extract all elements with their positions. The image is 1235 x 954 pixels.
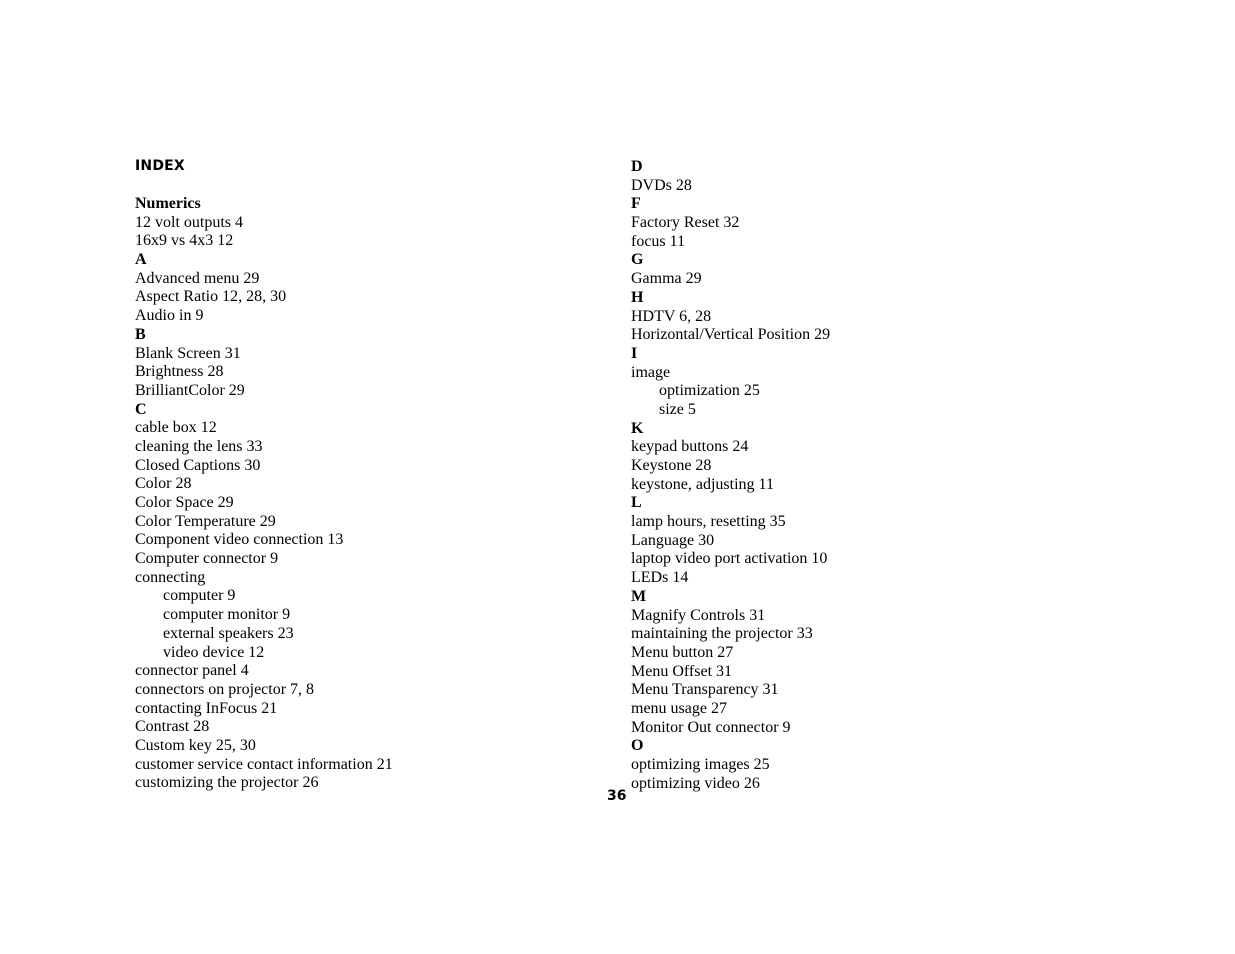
index-subentry: size 5 xyxy=(659,400,696,418)
index-letter-heading: O xyxy=(631,737,644,755)
index-entry: cleaning the lens 33 xyxy=(135,437,263,455)
index-entry: Language 30 xyxy=(631,531,715,549)
index-entry: image xyxy=(631,363,671,381)
index-entry: connector panel 4 xyxy=(135,662,249,680)
index-entry: Blank Screen 31 xyxy=(135,344,241,362)
index-entry: Keystone 28 xyxy=(631,457,712,474)
index-letter-heading: D xyxy=(631,158,643,175)
index-entry: contacting InFocus 21 xyxy=(135,699,278,717)
index-entry: Color Temperature 29 xyxy=(135,512,276,530)
index-entry: connectors on projector 7, 8 xyxy=(135,680,315,698)
index-entry: Color Space 29 xyxy=(135,494,234,511)
index-entry: Menu Offset 31 xyxy=(631,662,733,680)
index-letter-heading: F xyxy=(631,195,641,213)
index-letter-heading: Numerics xyxy=(135,195,201,212)
index-entry: DVDs 28 xyxy=(631,176,692,194)
index-entry: Brightness 28 xyxy=(135,363,224,381)
index-entry: Closed Captions 30 xyxy=(135,456,261,474)
page-number: 36 xyxy=(607,788,627,804)
index-letter-heading: L xyxy=(631,494,642,512)
index-entry: keystone, adjusting 11 xyxy=(631,475,774,493)
index-entry: Gamma 29 xyxy=(631,270,702,288)
index-subentry: computer monitor 9 xyxy=(163,606,291,624)
index-letter-heading: K xyxy=(631,419,644,437)
index-entry: laptop video port activation 10 xyxy=(631,550,828,568)
index-subentry: video device 12 xyxy=(163,643,265,661)
index-entry: customer service contact information 21 xyxy=(135,755,393,773)
index-letter-heading: C xyxy=(135,400,147,418)
index-entry: lamp hours, resetting 35 xyxy=(631,513,786,531)
index-entry: optimizing video 26 xyxy=(631,774,760,792)
index-entry: Computer connector 9 xyxy=(135,550,279,568)
index-letter-heading: A xyxy=(135,251,147,269)
index-subentry: external speakers 23 xyxy=(163,624,294,642)
index-entry: cable box 12 xyxy=(135,419,217,437)
index-subentry: computer 9 xyxy=(163,587,236,605)
index-entry: 12 volt outputs 4 xyxy=(135,213,244,231)
index-subentry: optimization 25 xyxy=(659,382,760,400)
page-title: INDEX xyxy=(135,158,185,174)
index-entry: Factory Reset 32 xyxy=(631,214,740,232)
index-entry: Menu Transparency 31 xyxy=(631,681,779,699)
index-entry: Magnify Controls 31 xyxy=(631,606,766,624)
index-entry: Aspect Ratio 12, 28, 30 xyxy=(135,288,287,306)
index-entry: Audio in 9 xyxy=(135,307,204,325)
index-entry: Color 28 xyxy=(135,475,192,493)
index-letter-heading: H xyxy=(631,288,644,306)
index-entry: Menu button 27 xyxy=(631,643,734,661)
index-letter-heading: B xyxy=(135,325,146,343)
index-column-left xyxy=(135,195,393,793)
index-entry: maintaining the projector 33 xyxy=(631,625,813,643)
index-entry: HDTV 6, 28 xyxy=(631,307,712,325)
index-entry: Horizontal/Vertical Position 29 xyxy=(631,326,831,344)
index-letter-heading: M xyxy=(631,587,647,605)
index-entry: keypad buttons 24 xyxy=(631,438,749,456)
index-entry: BrilliantColor 29 xyxy=(135,381,245,399)
index-letter-heading: I xyxy=(631,344,638,362)
index-entry: Advanced menu 29 xyxy=(135,269,260,287)
index-column-right xyxy=(631,158,830,793)
index-entry: Contrast 28 xyxy=(135,718,210,736)
index-letter-heading: G xyxy=(631,251,644,269)
index-entry: Component video connection 13 xyxy=(135,531,344,549)
index-entry: 16x9 vs 4x3 12 xyxy=(135,232,234,250)
index-entry: Monitor Out connector 9 xyxy=(631,718,791,736)
index-entry: Custom key 25, 30 xyxy=(135,736,256,754)
index-entry: menu usage 27 xyxy=(631,699,727,717)
index-entry: LEDs 14 xyxy=(631,569,689,587)
index-entry: connecting xyxy=(135,568,206,586)
index-entry: customizing the projector 26 xyxy=(135,774,319,792)
index-entry: focus 11 xyxy=(631,232,686,250)
index-entry: optimizing images 25 xyxy=(631,756,770,773)
